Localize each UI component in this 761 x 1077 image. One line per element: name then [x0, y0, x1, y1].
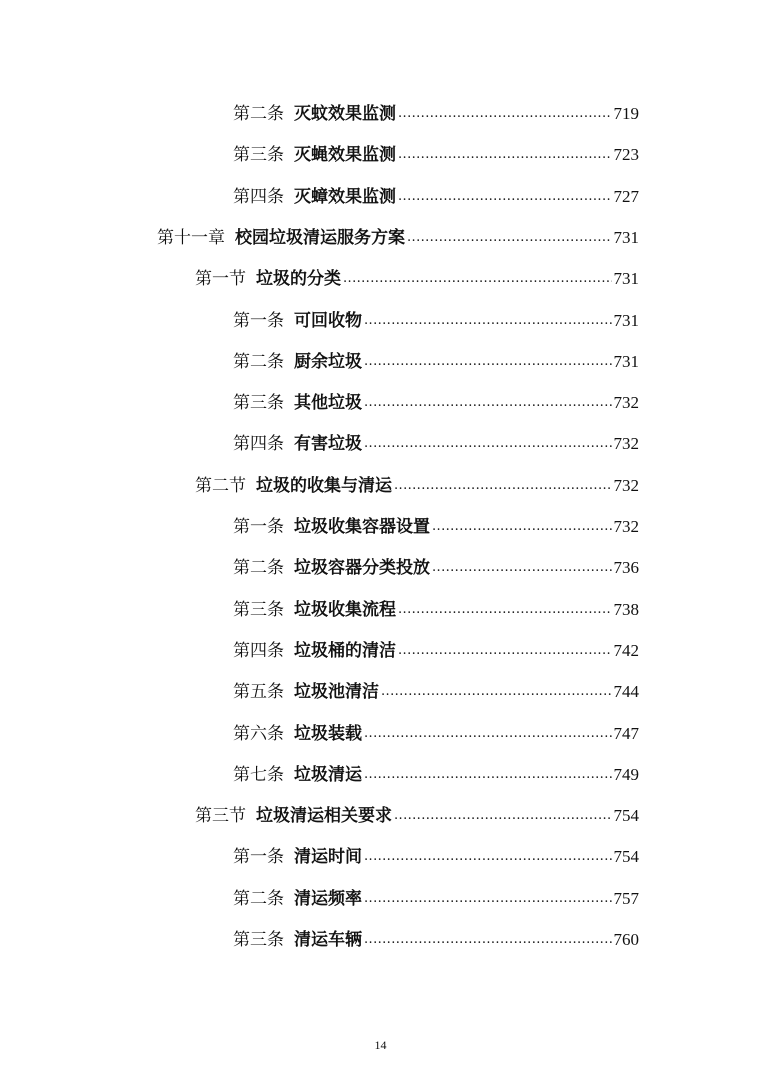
dot-leader: [364, 888, 612, 910]
toc-entry-number: 第二条: [233, 351, 284, 372]
toc-entry-page: 719: [613, 104, 639, 123]
toc-entry-page: 732: [613, 434, 639, 454]
toc-entry-title: 垃圾的分类: [256, 269, 341, 290]
toc-entry[interactable]: [233, 178, 639, 208]
toc-entry-page: 732: [613, 517, 639, 536]
toc-entry-page: 757: [613, 888, 639, 908]
toc-entry-title: 灭蚊效果监测: [294, 104, 396, 124]
toc-entry-page: 760: [613, 930, 639, 949]
dot-leader: [398, 599, 612, 621]
toc-entry-page: 731: [613, 227, 639, 247]
page-number: 14: [374, 1038, 387, 1052]
dot-leader: [398, 640, 612, 662]
toc-entry-title: 垃圾清运相关要求: [256, 806, 392, 827]
dot-leader: [364, 392, 612, 414]
toc-entry[interactable]: [233, 673, 639, 703]
toc-entry-number: 第三条: [233, 599, 284, 620]
toc-entry-number: 第三条: [233, 145, 284, 166]
toc-entry-page: 749: [613, 764, 639, 784]
toc-entry-title: 清运时间: [294, 847, 362, 868]
toc-entry-number: 第一条: [233, 847, 284, 868]
dot-leader: [394, 475, 612, 497]
toc-entry-number: 第五条: [233, 682, 284, 703]
dot-leader: [364, 846, 612, 868]
toc-entry-page: 731: [613, 310, 639, 330]
toc-entry[interactable]: [233, 508, 639, 538]
dot-leader: [432, 516, 612, 538]
dot-leader: [407, 227, 612, 249]
toc-entry-title: 垃圾收集流程: [294, 599, 396, 620]
dot-leader: [364, 723, 612, 745]
dot-leader: [364, 433, 612, 455]
toc-entry-number: 第二条: [233, 558, 284, 579]
toc-entry-number: 第二节: [195, 475, 246, 496]
toc-entry[interactable]: [233, 549, 639, 579]
toc-entry-number: 第三节: [195, 806, 246, 827]
toc-entry[interactable]: [195, 260, 639, 290]
toc-entry-title: 垃圾装载: [294, 723, 362, 744]
toc-entry-number: 第六条: [233, 723, 284, 744]
toc-entry-title: 垃圾桶的清洁: [294, 640, 396, 661]
toc-entry-number: 第三条: [233, 930, 284, 950]
toc-entry[interactable]: [233, 425, 639, 455]
toc-entry-number: 第四条: [233, 640, 284, 661]
toc-entry-number: 第十一章: [157, 227, 225, 248]
dot-leader: [364, 764, 612, 786]
toc-entry-page: 727: [613, 186, 639, 206]
toc-entry[interactable]: [233, 715, 639, 745]
toc-entry[interactable]: [233, 591, 639, 621]
toc-entry-number: 第七条: [233, 764, 284, 785]
toc-entry[interactable]: [157, 219, 639, 249]
toc-entry-page: 738: [613, 599, 639, 619]
toc-entry-number: 第二条: [233, 888, 284, 909]
toc-entry-number: 第一条: [233, 517, 284, 537]
toc-entry-page: 732: [613, 393, 639, 413]
toc-entry-title: 厨余垃圾: [294, 351, 362, 372]
dot-leader: [432, 557, 612, 579]
toc-entry-title: 垃圾收集容器设置: [294, 517, 430, 537]
toc-entry-page: 731: [613, 269, 639, 289]
toc-entry-page: 754: [613, 806, 639, 826]
toc-entry[interactable]: [195, 797, 639, 827]
toc-entry-title: 可回收物: [294, 310, 362, 331]
toc-entry-page: 723: [613, 145, 639, 165]
toc-entry[interactable]: [233, 756, 639, 786]
toc-entry-title: 清运频率: [294, 888, 362, 909]
toc-entry[interactable]: [233, 921, 639, 951]
toc-entry-title: 灭蝇效果监测: [294, 145, 396, 166]
toc-entry[interactable]: [233, 95, 639, 125]
dot-leader: [398, 186, 612, 208]
toc-entry-page: 742: [613, 640, 639, 660]
dot-leader: [381, 681, 612, 703]
toc-entry-title: 垃圾清运: [294, 764, 362, 785]
toc-entry[interactable]: [233, 880, 639, 910]
toc-entry-page: 744: [613, 682, 639, 702]
toc-entry-title: 校园垃圾清运服务方案: [235, 227, 405, 248]
toc-entry-title: 灭蟑效果监测: [294, 186, 396, 207]
toc-entry-number: 第四条: [233, 186, 284, 207]
toc-entry-page: 731: [613, 351, 639, 371]
toc-entry[interactable]: [195, 467, 639, 497]
dot-leader: [398, 103, 612, 125]
toc-entry-page: 754: [613, 847, 639, 867]
toc-entry-page: 736: [613, 558, 639, 578]
dot-leader: [394, 805, 612, 827]
toc-entry[interactable]: [233, 302, 639, 332]
toc-entry[interactable]: [233, 838, 639, 868]
toc-entry-title: 垃圾容器分类投放: [294, 558, 430, 579]
toc-entry-title: 有害垃圾: [294, 434, 362, 455]
dot-leader: [364, 310, 612, 332]
toc-entry-number: 第一条: [233, 310, 284, 331]
toc-entry[interactable]: [233, 632, 639, 662]
toc-entry-page: 747: [613, 723, 639, 743]
dot-leader: [364, 929, 612, 951]
toc-entry-title: 清运车辆: [294, 930, 362, 950]
dot-leader: [398, 144, 612, 166]
toc-entry[interactable]: [233, 136, 639, 166]
toc-entry-page: 732: [613, 475, 639, 495]
toc-entry-number: 第四条: [233, 434, 284, 455]
toc-entry[interactable]: [233, 384, 639, 414]
toc-entry-title: 垃圾池清洁: [294, 682, 379, 703]
toc-entry-number: 第二条: [233, 104, 284, 124]
toc-entry[interactable]: [233, 343, 639, 373]
toc-entry-number: 第三条: [233, 393, 284, 414]
dot-leader: [364, 351, 612, 373]
toc-entry-title: 垃圾的收集与清运: [256, 475, 392, 496]
dot-leader: [343, 268, 612, 290]
toc-entry-number: 第一节: [195, 269, 246, 290]
toc-entry-title: 其他垃圾: [294, 393, 362, 414]
